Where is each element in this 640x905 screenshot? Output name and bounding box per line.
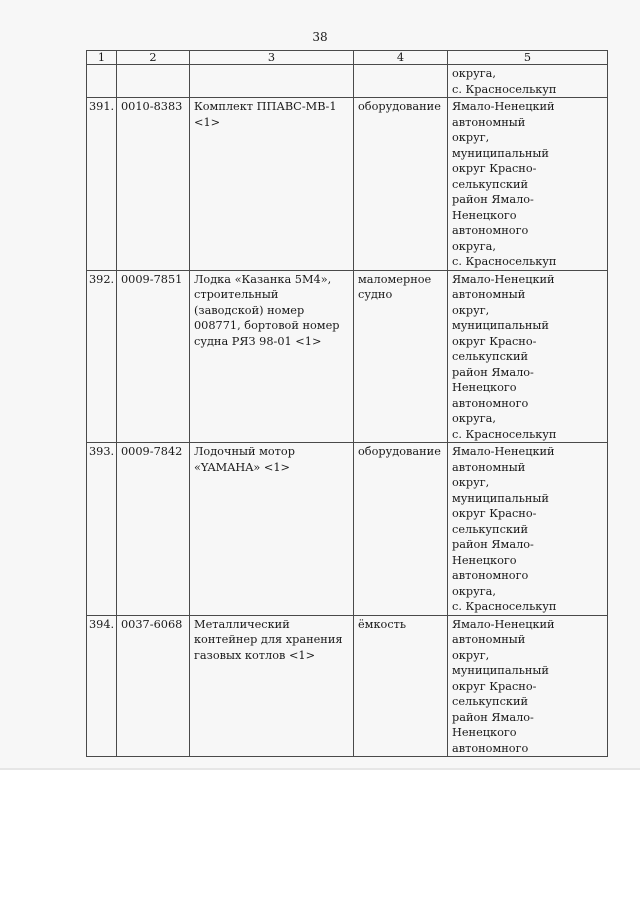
item-location-line: округ Красно-: [452, 507, 537, 520]
registry-code-cell: [117, 615, 190, 757]
registry-code-cell: [117, 270, 190, 443]
item-location-line: с. Красноселькуп: [452, 82, 557, 96]
row-number: 391.: [89, 100, 115, 113]
item-location-line: с. Красноселькуп: [452, 427, 557, 441]
registry-code: 0009-7851: [121, 272, 183, 286]
row-number: 393.: [89, 445, 115, 458]
item-type-cell: [354, 443, 448, 616]
item-location-line: автономного: [452, 569, 529, 582]
item-location-line: селькупский: [452, 695, 529, 708]
item-name-cell: [190, 270, 354, 443]
item-location-line: округ,: [452, 648, 490, 662]
item-location-line: муниципальный: [452, 664, 549, 677]
item-location-line: район Ямало-: [452, 538, 534, 551]
item-location-line: округ Красно-: [452, 334, 537, 348]
row-number: 394.: [89, 617, 115, 631]
item-name-line: <1>: [194, 115, 221, 129]
item-location-line: округ,: [452, 131, 490, 144]
column-header: 2: [117, 51, 190, 65]
item-location-line: Ямало-Ненецкий: [452, 445, 555, 458]
item-name-cell: [190, 65, 354, 98]
registry-code-cell: [117, 98, 190, 271]
item-location-line: Ненецкого: [452, 553, 517, 567]
item-location-line: Ненецкого: [452, 726, 517, 739]
item-name-line: судна РЯЗ 98-01 <1>: [194, 334, 322, 348]
page-edge: [0, 768, 640, 770]
row-number-cell: [87, 443, 117, 616]
registry-code-cell: [117, 443, 190, 616]
item-name-line: строительный: [194, 288, 279, 301]
item-name-line: газовых котлов <1>: [194, 648, 316, 662]
item-location-cell: [448, 615, 608, 757]
item-location-line: муниципальный: [452, 319, 549, 332]
item-location-line: округа,: [452, 239, 496, 253]
item-location-line: округ Красно-: [452, 679, 537, 693]
item-location-line: автономного: [452, 396, 529, 410]
item-location-line: с. Красноселькуп: [452, 255, 557, 268]
item-location-cell: [448, 65, 608, 98]
column-header: 4: [354, 51, 448, 65]
item-name-line: Лодочный мотор: [194, 445, 295, 458]
property-register-table: [86, 50, 608, 757]
item-location-line: округ Красно-: [452, 162, 537, 175]
item-location-line: автономный: [452, 115, 526, 129]
item-location-line: селькупский: [452, 177, 529, 191]
item-name-cell: [190, 615, 354, 757]
registry-code: 0009-7842: [121, 445, 183, 458]
item-location-line: автономный: [452, 460, 526, 474]
item-location-line: Ненецкого: [452, 381, 517, 394]
item-location-line: селькупский: [452, 522, 529, 536]
column-header: 1: [87, 51, 117, 65]
item-location-line: Ямало-Ненецкий: [452, 100, 555, 113]
item-type-cell: [354, 65, 448, 98]
row-number: 392.: [89, 272, 115, 286]
table-row: [87, 443, 608, 616]
item-location-line: округ,: [452, 476, 490, 489]
item-location-line: Ямало-Ненецкий: [452, 617, 555, 631]
item-location-line: округа,: [452, 412, 496, 425]
row-number-cell: [87, 615, 117, 757]
item-location-line: муниципальный: [452, 146, 549, 160]
item-location-line: округ,: [452, 303, 490, 317]
column-number-row: [87, 51, 608, 65]
registry-code: 0037-6068: [121, 617, 183, 631]
item-type-line: маломерное: [358, 272, 432, 286]
table-row: [87, 615, 608, 757]
page-number: 38: [312, 30, 328, 44]
item-location-line: автономного: [452, 224, 529, 237]
item-type-line: судно: [358, 288, 393, 301]
table-row: [87, 98, 608, 271]
item-type-cell: [354, 270, 448, 443]
item-location-line: автономный: [452, 633, 526, 646]
column-header: 3: [190, 51, 354, 65]
item-name-line: Металлический: [194, 617, 290, 631]
table-row: [87, 65, 608, 98]
item-location-line: район Ямало-: [452, 365, 534, 379]
item-name-line: «YAMAHA» <1>: [194, 460, 291, 474]
item-name-line: Лодка «Казанка 5М4»,: [194, 272, 332, 286]
column-header: 5: [448, 51, 608, 65]
item-name-line: (заводской) номер: [194, 303, 305, 317]
row-number-cell: [87, 270, 117, 443]
item-location-cell: [448, 98, 608, 271]
item-location-line: муниципальный: [452, 491, 549, 505]
item-location-line: автономного: [452, 741, 529, 755]
item-name-line: Комплект ППАВС-МВ-1: [194, 100, 337, 113]
item-location-line: Ненецкого: [452, 208, 517, 222]
item-type-line: оборудование: [358, 100, 441, 113]
table-row: [87, 270, 608, 443]
item-location-line: район Ямало-: [452, 193, 534, 206]
item-type-cell: [354, 98, 448, 271]
item-location-line: округа,: [452, 67, 496, 80]
row-number-cell: [87, 98, 117, 271]
item-name-line: 008771, бортовой номер: [194, 319, 340, 332]
item-location-line: округа,: [452, 584, 496, 598]
item-location-line: автономный: [452, 288, 526, 301]
item-location-line: Ямало-Ненецкий: [452, 272, 555, 286]
registry-code-cell: [117, 65, 190, 98]
item-location-cell: [448, 270, 608, 443]
item-type-line: оборудование: [358, 445, 441, 458]
item-location-line: район Ямало-: [452, 710, 534, 724]
item-location-line: с. Красноселькуп: [452, 600, 557, 613]
item-location-line: селькупский: [452, 350, 529, 363]
item-type-line: ёмкость: [358, 617, 407, 631]
item-type-cell: [354, 615, 448, 757]
item-name-cell: [190, 443, 354, 616]
item-name-cell: [190, 98, 354, 271]
registry-code: 0010-8383: [121, 100, 183, 113]
item-location-cell: [448, 443, 608, 616]
item-name-line: контейнер для хранения: [194, 633, 343, 646]
row-number-cell: [87, 65, 117, 98]
